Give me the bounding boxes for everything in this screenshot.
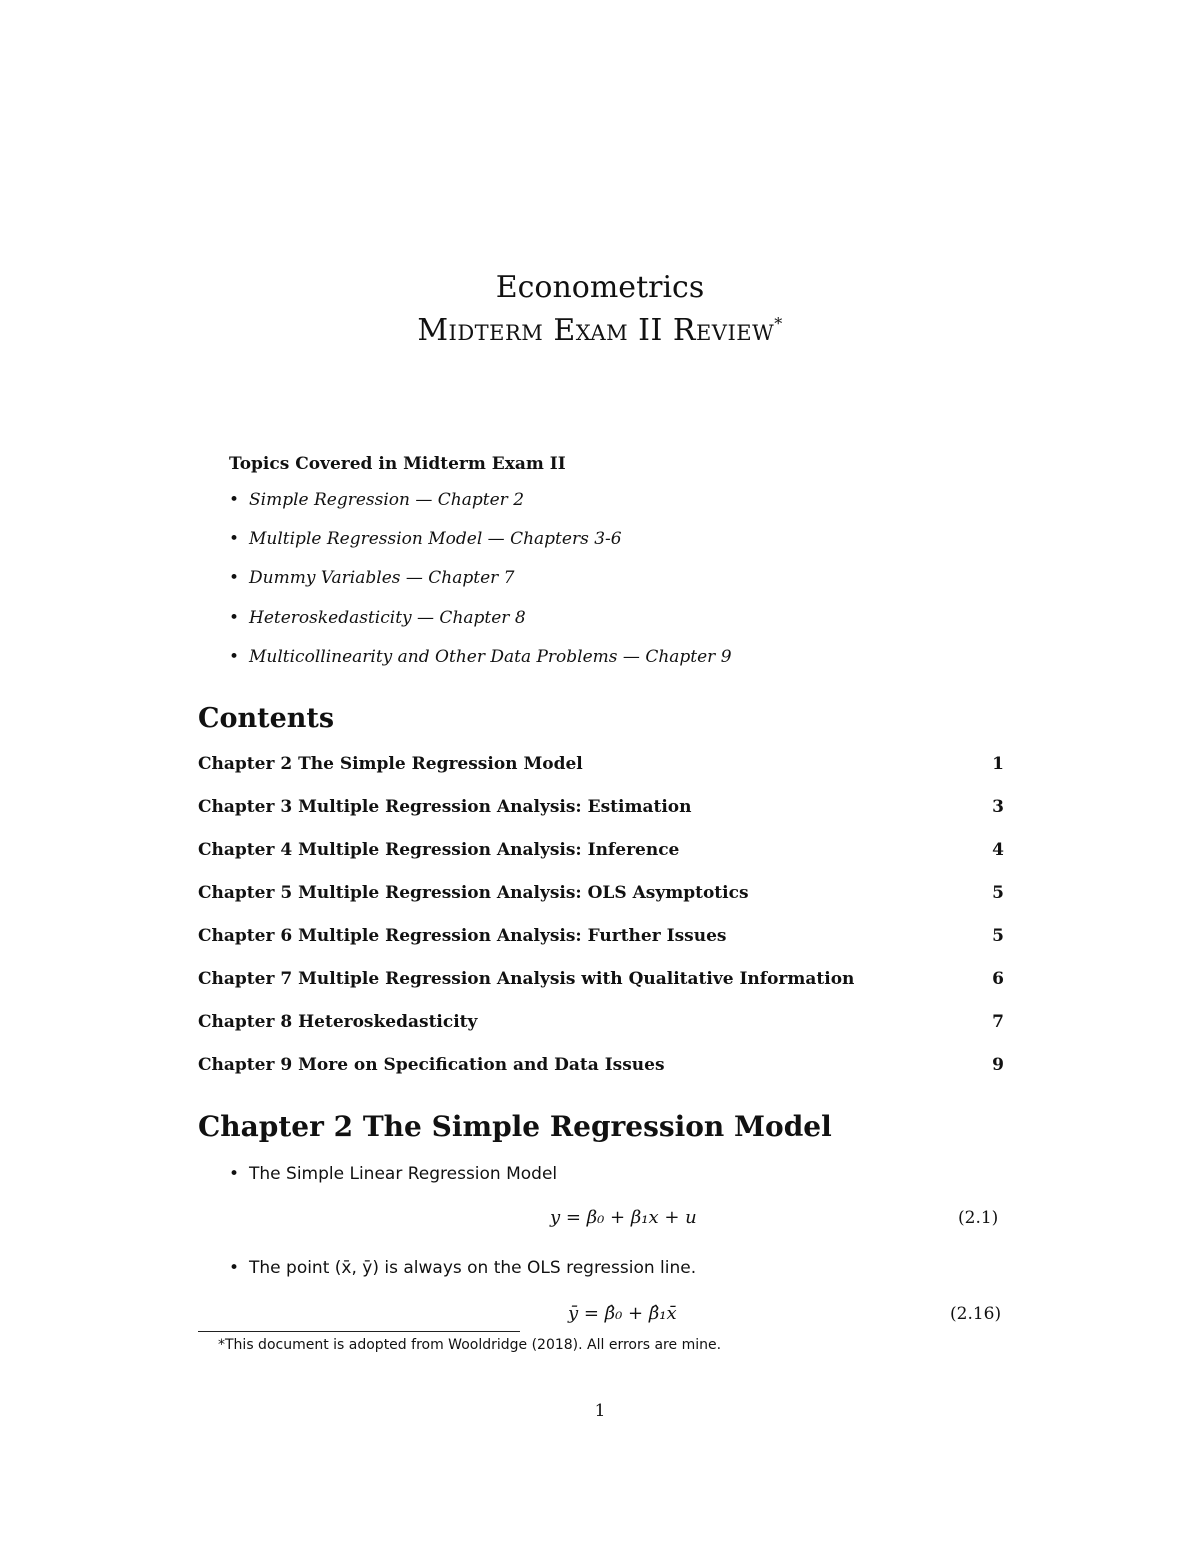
toc-page[interactable]: 6	[992, 969, 1004, 989]
footnote: *This document is adopted from Wooldridge (2018). All errors are mine.	[218, 1337, 722, 1353]
section-heading: Chapter 2 The Simple Regression Model	[198, 1110, 832, 1143]
toc-entry[interactable]	[198, 754, 1004, 797]
bullet-item: • The point (x̄, ȳ) is always on the OLS regression line.	[229, 1258, 696, 1278]
equation: y = β₀ + β₁x + u	[550, 1207, 697, 1228]
toc-page[interactable]: 3	[992, 797, 1004, 817]
document-title: Econometrics	[495, 270, 705, 305]
toc-title[interactable]: Chapter 3 Multiple Regression Analysis: Estimation	[198, 797, 692, 817]
toc-entry[interactable]	[198, 797, 1004, 840]
toc-page[interactable]: 5	[992, 883, 1004, 903]
contents-heading: Contents	[198, 703, 335, 734]
topic-item: • Heteroskedasticity — Chapter 8	[229, 608, 732, 647]
topic-item: • Multiple Regression Model — Chapters 3-6	[229, 529, 732, 568]
toc-title[interactable]: Chapter 6 Multiple Regression Analysis: Further Issues	[198, 926, 727, 946]
toc-entry[interactable]	[198, 1012, 1004, 1055]
toc-entry[interactable]	[198, 926, 1004, 969]
page-number: 1	[594, 1401, 606, 1421]
subtitle-text: Midterm Exam II Review	[417, 313, 775, 348]
toc-page[interactable]: 1	[992, 754, 1004, 774]
toc-page[interactable]: 4	[992, 840, 1004, 860]
bullet-item: • The Simple Linear Regression Model	[229, 1164, 557, 1184]
toc-entry[interactable]	[198, 840, 1004, 883]
equation-number: (2.16)	[950, 1304, 1002, 1324]
toc-entry[interactable]	[198, 969, 1004, 1012]
toc-title[interactable]: Chapter 2 The Simple Regression Model	[198, 754, 583, 774]
equation: ȳ = β̂₀ + β̂₁x̄	[568, 1303, 677, 1324]
toc-title[interactable]: Chapter 8 Heteroskedasticity	[198, 1012, 478, 1032]
document-subtitle	[0, 313, 1200, 348]
topic-item: • Simple Regression — Chapter 2	[229, 490, 732, 529]
table-of-contents	[198, 754, 1004, 1098]
toc-entry[interactable]	[198, 1055, 1004, 1098]
toc-entry[interactable]	[198, 883, 1004, 926]
topics-heading: Topics Covered in Midterm Exam II	[229, 454, 566, 474]
equation-number: (2.1)	[958, 1208, 999, 1228]
toc-page[interactable]: 7	[992, 1012, 1004, 1032]
toc-title[interactable]: Chapter 5 Multiple Regression Analysis: OLS Asymptotics	[198, 883, 749, 903]
toc-page[interactable]: 9	[992, 1055, 1004, 1075]
toc-title[interactable]: Chapter 4 Multiple Regression Analysis: Inference	[198, 840, 680, 860]
toc-page[interactable]: 5	[992, 926, 1004, 946]
topic-item: • Multicollinearity and Other Data Problems — Chapter 9	[229, 647, 732, 686]
topics-list	[229, 490, 732, 686]
footnote-marker: *	[774, 314, 783, 333]
topic-item: • Dummy Variables — Chapter 7	[229, 568, 732, 607]
footnote-rule	[198, 1331, 520, 1332]
toc-title[interactable]: Chapter 7 Multiple Regression Analysis with Qualitative Information	[198, 969, 855, 989]
toc-title[interactable]: Chapter 9 More on Specification and Data Issues	[198, 1055, 665, 1075]
